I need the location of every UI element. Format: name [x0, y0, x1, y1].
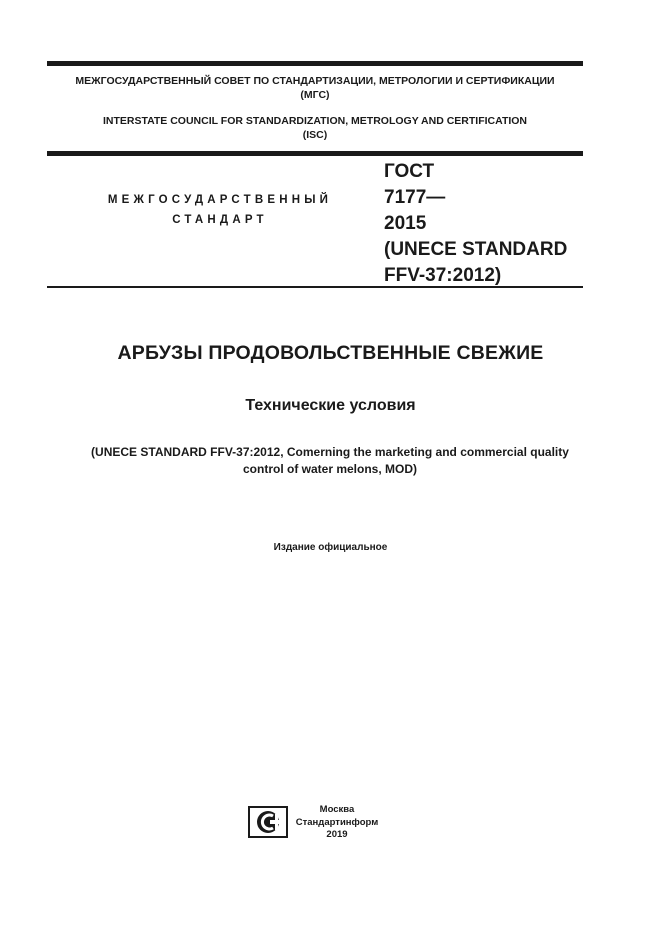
gost-line: 2015	[384, 213, 427, 234]
document-title: АРБУЗЫ ПРОДОВОЛЬСТВЕННЫЕ СВЕЖИЕ	[117, 342, 544, 364]
unece-reference-line2: control of water melons, MOD)	[242, 462, 417, 476]
council-name-ru	[47, 74, 583, 102]
gost-designation	[384, 159, 584, 289]
interstate-standard-label	[60, 190, 380, 230]
unece-reference-line1: (UNECE STANDARD FFV-37:2012, Comerning the marketing and commercial quality	[91, 445, 569, 459]
council-en-line2: (ISC)	[302, 129, 328, 141]
publisher-city: Москва	[319, 804, 355, 815]
bottom-rule	[47, 286, 583, 288]
gost-line: ГОСТ	[384, 161, 435, 182]
publisher-info	[292, 804, 382, 842]
gost-line: (UNECE STANDARD	[384, 239, 568, 260]
top-rule	[47, 61, 583, 66]
publisher-name: Стандартинформ	[295, 816, 379, 828]
gost-line: 7177—	[384, 187, 446, 208]
council-name-en	[47, 114, 583, 142]
council-en-line1: INTERSTATE COUNCIL FOR STANDARDIZATION, METROLOGY AND CERTIFICATION	[102, 115, 528, 127]
council-ru-line1: МЕЖГОСУДАРСТВЕННЫЙ СОВЕТ ПО СТАНДАРТИЗАЦИИ, МЕТРОЛОГИИ И СЕРТИФИКАЦИИ	[75, 75, 555, 87]
edition-label: Издание официальное	[273, 542, 388, 553]
council-ru-line2: (МГС)	[300, 89, 330, 101]
publisher-year: 2019	[326, 829, 348, 840]
standartinform-logo-icon	[248, 806, 288, 838]
gost-line: FFV-37:2012)	[384, 265, 502, 286]
standard-label-line1: МЕЖГОСУДАРСТВЕННЫЙ	[107, 194, 333, 206]
document-subtitle: Технические условия	[245, 397, 416, 414]
middle-rule	[47, 151, 583, 156]
standard-label-line2: СТАНДАРТ	[172, 214, 268, 226]
unece-reference	[40, 444, 620, 478]
